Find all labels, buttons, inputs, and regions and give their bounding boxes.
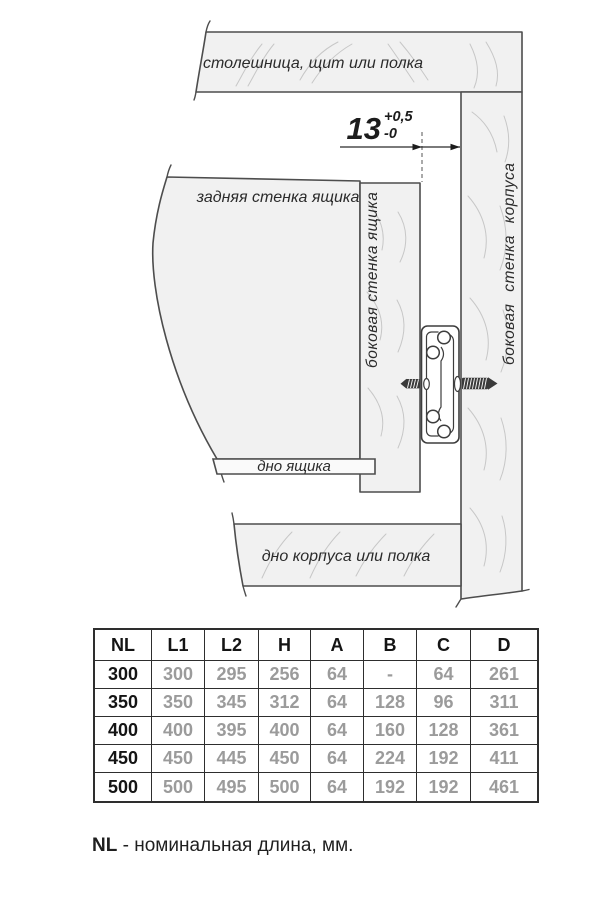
table-cell: - (364, 661, 417, 689)
table-cell: 128 (417, 717, 471, 745)
label-top-panel: столешница, щит или полка (202, 55, 424, 72)
table-row (95, 773, 537, 801)
table-cell: 261 (471, 661, 537, 689)
table-cell: 445 (205, 745, 259, 773)
header-cell: C (417, 630, 471, 661)
label-drawer-side-wall: боковая стенка ящика (364, 191, 381, 368)
table-row (95, 661, 537, 689)
table-row (95, 745, 537, 773)
dimension-tolerance-minus: -0 (384, 126, 397, 142)
table-cell: 361 (471, 717, 537, 745)
table-cell: 64 (311, 773, 364, 801)
dimensions-table (93, 628, 539, 803)
table-cell: 400 (259, 717, 311, 745)
table-cell: 500 (152, 773, 205, 801)
table-cell: 128 (364, 689, 417, 717)
caption (92, 835, 353, 857)
drawer-back-wall-shape (153, 177, 360, 459)
table-cell: 96 (417, 689, 471, 717)
drawer-slide-cross-section (422, 326, 461, 443)
dimension-value: 13 (346, 111, 381, 146)
table-cell: 300 (152, 661, 205, 689)
table-cell: 300 (95, 661, 152, 689)
table-cell: 192 (417, 745, 471, 773)
table-cell: 500 (95, 773, 152, 801)
table-cell: 224 (364, 745, 417, 773)
table-cell: 256 (259, 661, 311, 689)
table-cell: 350 (95, 689, 152, 717)
header-cell: L2 (205, 630, 259, 661)
table-cell: 160 (364, 717, 417, 745)
table-cell: 192 (417, 773, 471, 801)
table-cell: 495 (205, 773, 259, 801)
dimension-13 (340, 109, 460, 182)
table-cell: 345 (205, 689, 259, 717)
label-cabinet-bottom: дно корпуса или полка (261, 548, 431, 565)
table-cell: 450 (259, 745, 311, 773)
table-cell: 192 (364, 773, 417, 801)
table-cell: 400 (95, 717, 152, 745)
table-row (95, 689, 537, 717)
caption-term: NL (92, 835, 118, 856)
table-cell: 64 (311, 661, 364, 689)
header-cell: B (364, 630, 417, 661)
header-cell: L1 (152, 630, 205, 661)
table-cell: 312 (259, 689, 311, 717)
label-back-wall: задняя стенка ящика (196, 189, 360, 206)
table-cell: 400 (152, 717, 205, 745)
table-cell: 450 (152, 745, 205, 773)
table-cell: 450 (95, 745, 152, 773)
table-cell: 64 (311, 745, 364, 773)
table-cell: 64 (417, 661, 471, 689)
table-cell: 461 (488, 776, 520, 797)
label-drawer-bottom: дно ящика (257, 458, 331, 475)
table-cell: 411 (471, 745, 537, 773)
table-cell: 395 (205, 717, 259, 745)
table-cell: 295 (205, 661, 259, 689)
caption-definition: - номинальная длина, мм. (117, 835, 354, 856)
table-cell: 64 (311, 689, 364, 717)
header-cell: H (259, 630, 311, 661)
table-cell: 311 (471, 689, 537, 717)
table-cell: 350 (152, 689, 205, 717)
header-cell: A (311, 630, 364, 661)
dimension-tolerance-plus: +0,5 (384, 109, 413, 125)
label-cabinet-side-wall: боковая стенка корпуса (501, 162, 518, 365)
table-row (95, 717, 537, 745)
table-cell: 64 (311, 717, 364, 745)
header-cell: NL (95, 630, 152, 661)
table-header-row (95, 630, 537, 661)
table-cell: 500 (259, 773, 311, 801)
header-cell: D (471, 630, 537, 661)
